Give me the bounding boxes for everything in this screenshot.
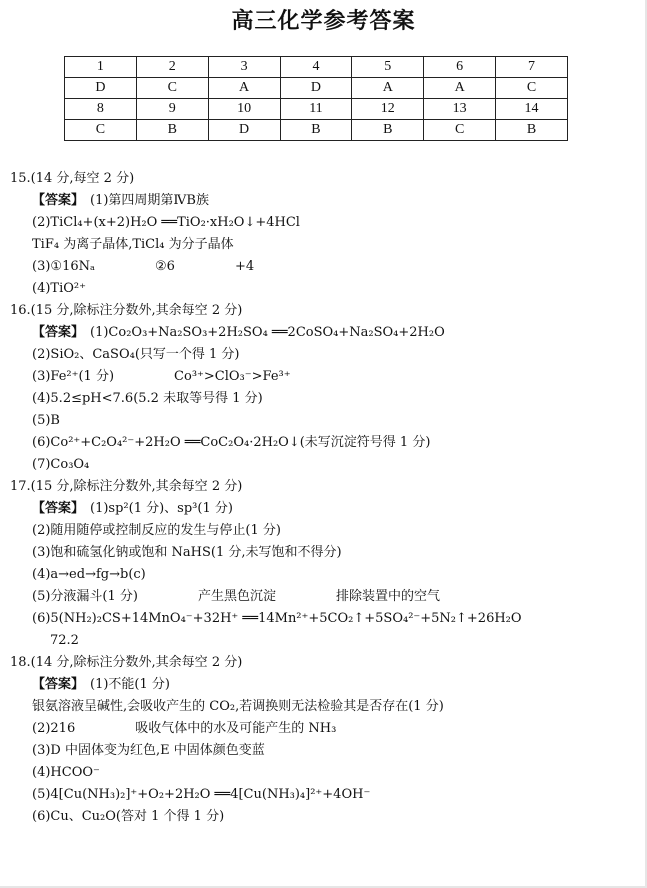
- question-number-cell: 7: [496, 57, 568, 78]
- answer-letter-cell: B: [496, 120, 568, 141]
- question-18-header: 18.(14 分,除标注分数外,其余每空 2 分): [10, 655, 243, 670]
- question-number-cell: 8: [65, 99, 137, 120]
- answer-tag: 【答案】: [32, 325, 85, 340]
- question-18-answer-1-reason: 银氨溶液呈碱性,会吸收产生的 CO₂,若调换则无法检验其是否存在(1 分): [32, 699, 444, 714]
- question-18-answer-4: (4)HCOO⁻: [32, 765, 100, 780]
- question-number-cell: 14: [496, 99, 568, 120]
- answer-letter-cell: A: [424, 78, 496, 99]
- question-number-cell: 1: [65, 57, 137, 78]
- answer-letter-cell: B: [352, 120, 424, 141]
- question-17-answer-6: (6)5(NH₂)₂CS+14MnO₄⁻+32H⁺ ══14Mn²⁺+5CO₂↑+5SO₄²⁻+5N₂↑+26H₂O: [32, 611, 522, 626]
- question-16-answer-5: (5)B: [32, 413, 60, 428]
- question-number-cell: 2: [136, 57, 208, 78]
- question-number-cell: 11: [280, 99, 352, 120]
- question-15-answer-4: (4)TiO²⁺: [32, 281, 86, 296]
- question-18-answer-3: (3)D 中固体变为红色,E 中固体颜色变蓝: [32, 743, 265, 758]
- question-number-cell: 12: [352, 99, 424, 120]
- question-15-answer-3: (3)①16Nₐ ②6 +4: [32, 259, 255, 274]
- answer-letter-cell: D: [208, 120, 280, 141]
- answer-letter-row: [65, 78, 568, 99]
- question-number-row: [65, 99, 568, 120]
- answer-letter-row: [65, 120, 568, 141]
- question-17-answer-1: 【答案】 (1)sp²(1 分)、sp³(1 分): [32, 501, 233, 516]
- answer-letter-cell: A: [208, 78, 280, 99]
- question-number-cell: 13: [424, 99, 496, 120]
- question-16-answer-3: (3)Fe²⁺(1 分) Co³⁺>ClO₃⁻>Fe³⁺: [32, 369, 291, 384]
- question-15-answer-2: (2)TiCl₄+(x+2)H₂O ══TiO₂·xH₂O↓+4HCl: [32, 215, 300, 230]
- question-16-answer-1: 【答案】 (1)Co₂O₃+Na₂SO₃+2H₂SO₄ ══2CoSO₄+Na₂SO₄+2H₂O: [32, 325, 445, 340]
- question-number-cell: 9: [136, 99, 208, 120]
- answer-letter-cell: B: [136, 120, 208, 141]
- answer-content: [10, 168, 640, 828]
- question-number-cell: 4: [280, 57, 352, 78]
- question-number-cell: 6: [424, 57, 496, 78]
- answer-letter-cell: B: [280, 120, 352, 141]
- multiple-choice-answer-table: [64, 56, 568, 141]
- page-title: 高三化学参考答案: [231, 9, 416, 34]
- question-16-answer-6: (6)Co²⁺+C₂O₄²⁻+2H₂O ══CoC₂O₄·2H₂O↓(未写沉淀符号得 1 分): [32, 435, 431, 450]
- question-17-header: 17.(15 分,除标注分数外,其余每空 2 分): [10, 479, 243, 494]
- question-16-answer-4: (4)5.2≤pH<7.6(5.2 未取等号得 1 分): [32, 391, 263, 406]
- answer-letter-cell: D: [280, 78, 352, 99]
- question-16-header: 16.(15 分,除标注分数外,其余每空 2 分): [10, 303, 243, 318]
- answer-letter-cell: C: [136, 78, 208, 99]
- answer-letter-cell: C: [65, 120, 137, 141]
- question-17-answer-5: (5)分液漏斗(1 分) 产生黑色沉淀 排除装置中的空气: [32, 589, 440, 604]
- question-18-answer-6: (6)Cu、Cu₂O(答对 1 个得 1 分): [32, 809, 225, 824]
- question-17-answer-2: (2)随用随停或控制反应的发生与停止(1 分): [32, 523, 281, 538]
- answer-letter-cell: C: [496, 78, 568, 99]
- question-18-answer-1: 【答案】 (1)不能(1 分): [32, 677, 170, 692]
- question-18-answer-2: (2)216 吸收气体中的水及可能产生的 NH₃: [32, 721, 337, 736]
- question-number-row: [65, 57, 568, 78]
- answer-tag: 【答案】: [32, 677, 85, 692]
- answer-letter-cell: C: [424, 120, 496, 141]
- question-number-cell: 5: [352, 57, 424, 78]
- question-17-answer-3: (3)饱和硫氢化钠或饱和 NaHS(1 分,未写饱和不得分): [32, 545, 342, 560]
- question-18-answer-5: (5)4[Cu(NH₃)₂]⁺+O₂+2H₂O ══4[Cu(NH₃)₄]²⁺+4OH⁻: [32, 787, 371, 802]
- question-16-answer-7: (7)Co₃O₄: [32, 457, 90, 472]
- question-17-answer-4: (4)a→ed→fg→b(c): [32, 567, 146, 582]
- answer-tag: 【答案】: [32, 501, 85, 516]
- answer-letter-cell: A: [352, 78, 424, 99]
- question-15-answer-2-note: TiF₄ 为离子晶体,TiCl₄ 为分子晶体: [32, 237, 234, 252]
- question-number-cell: 10: [208, 99, 280, 120]
- question-15-header: 15.(14 分,每空 2 分): [10, 171, 135, 186]
- question-17-answer-6-value: 72.2: [50, 633, 79, 648]
- answer-tag: 【答案】: [32, 193, 85, 208]
- question-16-answer-2: (2)SiO₂、CaSO₄(只写一个得 1 分): [32, 347, 240, 362]
- question-15-answer-1: 【答案】 (1)第四周期第ⅣB族: [32, 193, 209, 208]
- answer-letter-cell: D: [65, 78, 137, 99]
- question-number-cell: 3: [208, 57, 280, 78]
